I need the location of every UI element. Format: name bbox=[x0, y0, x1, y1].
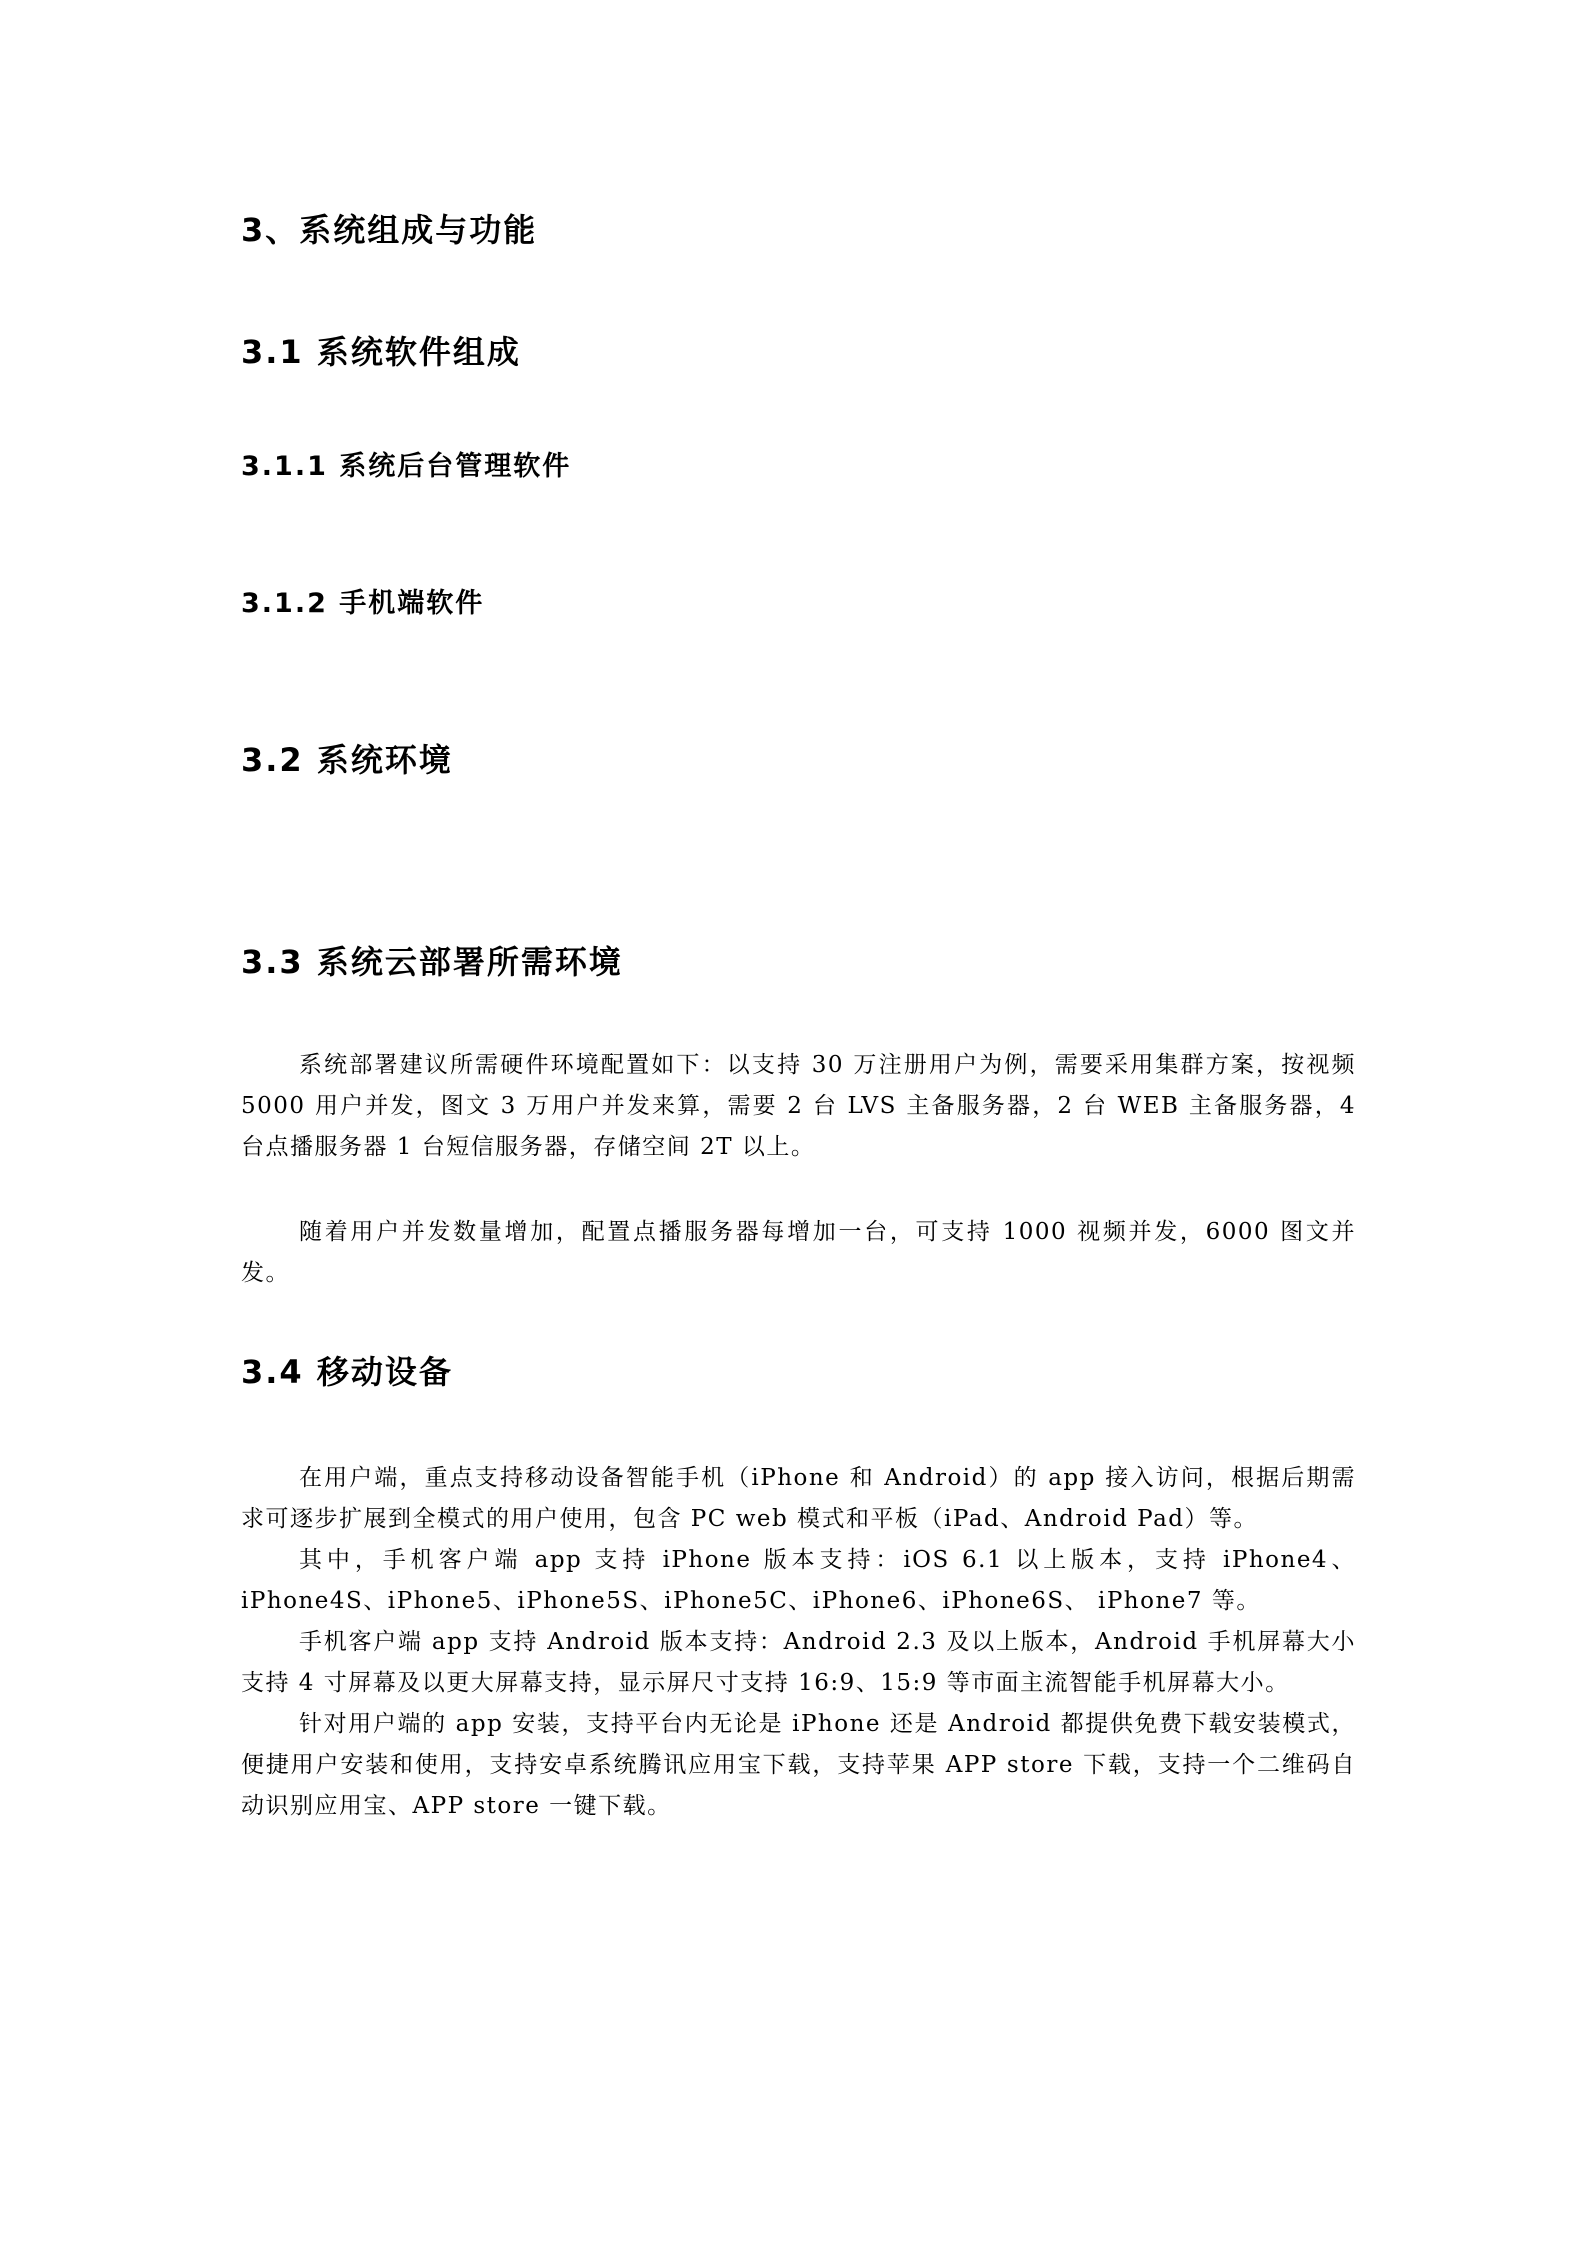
heading-3-1-1-backend-software: 3.1.1 系统后台管理软件 bbox=[241, 451, 572, 482]
heading-3-3-cloud-deployment: 3.3 系统云部署所需环境 bbox=[241, 943, 623, 981]
heading-3-4-mobile-devices: 3.4 移动设备 bbox=[241, 1353, 453, 1391]
heading-3-1-software-composition: 3.1 系统软件组成 bbox=[241, 333, 521, 371]
section-3-3-body bbox=[241, 1045, 1356, 1168]
heading-3-2-system-environment: 3.2 系统环境 bbox=[241, 741, 453, 779]
paragraph-scaling: 随着用户并发数量增加，配置点播服务器每增加一台，可支持 1000 视频并发，6000 图文并发。 bbox=[241, 1219, 1356, 1286]
paragraph-app-install: 针对用户端的 app 安装，支持平台内无论是 iPhone 还是 Android 都提供免费下载安装模式，便捷用户安装和使用，支持安卓系统腾讯应用宝下载，支持苹果 APP store 下载，支持一个二维码自动识别应用宝、APP store 一键下载。 bbox=[241, 1711, 1356, 1819]
paragraph-android-support: 手机客户端 app 支持 Android 版本支持：Android 2.3 及以上版本，Android 手机屏幕大小支持 4 寸屏幕及以更大屏幕支持，显示屏尺寸支持 16:9、15:9 等市面主流智能手机屏幕大小。 bbox=[241, 1629, 1356, 1696]
paragraph-hardware-config: 系统部署建议所需硬件环境配置如下：以支持 30 万注册用户为例，需要采用集群方案，按视频 5000 用户并发，图文 3 万用户并发来算，需要 2 台 LVS 主备服务器，2 台 WEB 主备服务器，4 台点播服务器 1 台短信服务器，存储空间 2T 以上。 bbox=[241, 1052, 1356, 1160]
paragraph-user-end-support: 在用户端，重点支持移动设备智能手机（iPhone 和 Android）的 app 接入访问，根据后期需求可逐步扩展到全模式的用户使用，包含 PC web 模式和平板（iPad、Android Pad）等。 bbox=[241, 1465, 1356, 1532]
section-3-4-body bbox=[241, 1458, 1356, 1827]
heading-3-1-2-mobile-software: 3.1.2 手机端软件 bbox=[241, 588, 485, 619]
section-3-3-body-2 bbox=[241, 1212, 1356, 1294]
heading-3-system-composition: 3、系统组成与功能 bbox=[241, 211, 538, 249]
paragraph-iphone-support: 其中，手机客户端 app 支持 iPhone 版本支持：iOS 6.1 以上版本，支持 iPhone4、iPhone4S、iPhone5、iPhone5S、iPhone5C、iPhone6、iPhone6S、 iPhone7 等。 bbox=[241, 1547, 1356, 1614]
